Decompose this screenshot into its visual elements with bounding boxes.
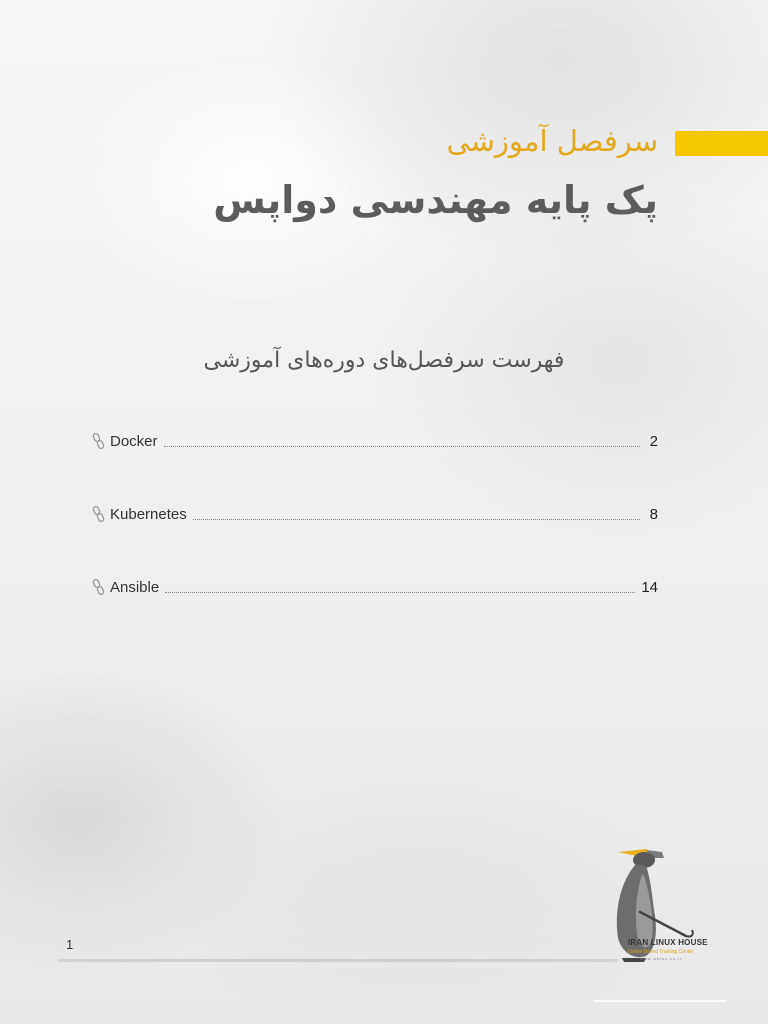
toc-entry-kubernetes[interactable]	[92, 503, 658, 525]
toc-entry-label: Ansible	[110, 578, 160, 596]
toc-page-number: 8	[649, 505, 658, 523]
toc-entry-docker[interactable]	[92, 430, 658, 452]
toc-entry-label: Kubernetes	[110, 505, 187, 523]
link-icon	[92, 505, 106, 523]
toc-heading: فهرست سرفصل‌های دوره‌های آموزشی	[203, 348, 565, 373]
link-icon	[92, 578, 106, 596]
accent-bar	[675, 131, 768, 156]
toc-page-number: 14	[641, 578, 658, 596]
document-title: پک پایه مهندسی دواپس	[213, 178, 658, 222]
toc-leader	[193, 519, 640, 520]
link-icon	[92, 432, 106, 450]
footer-divider	[58, 959, 618, 962]
page-number: 1	[66, 937, 74, 952]
toc-leader	[164, 446, 640, 447]
logo-url: www.ahlxx.co.ir	[640, 956, 683, 961]
document-subtitle: سرفصل آموزشی	[446, 124, 658, 158]
logo-title: IRAN LINUX HOUSE	[628, 938, 708, 947]
logo-subtitle: Online Based Training Center	[628, 949, 694, 955]
toc-leader	[165, 592, 635, 593]
toc-page-number: 2	[649, 432, 658, 450]
toc-entry-ansible[interactable]	[92, 576, 658, 598]
toc-entry-label: Docker	[110, 432, 158, 450]
bottom-strip	[594, 1000, 726, 1002]
